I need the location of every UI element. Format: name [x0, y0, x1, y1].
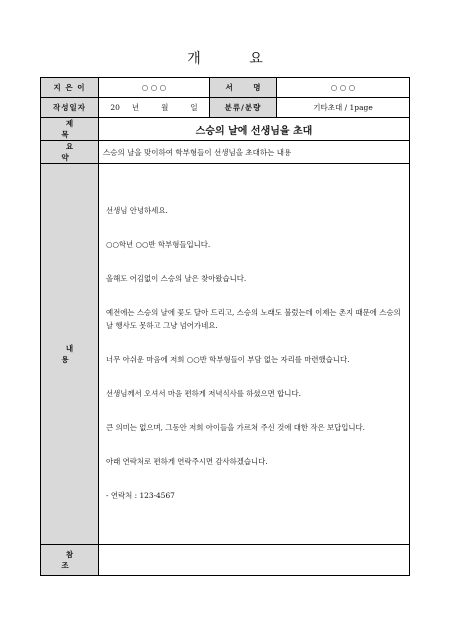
summary-row — [41, 141, 410, 164]
date-value — [99, 98, 210, 118]
subject-value: 스승의 날에 선생님을 초대 — [99, 118, 410, 141]
content-paragraph: 선생님께서 오셔서 마음 편하게 저녁식사를 하셨으면 합니다. — [106, 389, 301, 398]
content-label: 내 용 — [41, 164, 99, 545]
summary-value: 스승의 날을 맞이하여 학부형들이 선생님을 초대하는 내용 — [99, 141, 410, 164]
content-paragraph: 선생님 안녕하세요. — [106, 206, 168, 215]
author-label: 지 은 이 — [41, 78, 99, 98]
author-value: ○ ○ ○ — [99, 78, 210, 98]
content-paragraph: 올해도 어김없이 스승의 날은 찾아왔습니다. — [106, 274, 247, 283]
content-row — [41, 164, 410, 545]
date-year: 20 — [110, 103, 120, 112]
author-row — [41, 78, 410, 98]
summary-label: 요 약 — [41, 141, 99, 164]
content-paragraph: 너무 아쉬운 마음에 저희 ○○반 학부형들이 부담 없는 자리를 마련했습니다. — [106, 355, 350, 364]
date-day-unit: 일 — [190, 103, 198, 112]
signature-value: ○ ○ ○ — [277, 78, 410, 98]
date-year-unit: 년 — [131, 103, 140, 112]
page-title: 개 요 — [187, 51, 285, 67]
category-value: 기타초대 / 1page — [277, 98, 410, 118]
subject-row — [41, 118, 410, 141]
content-paragraph: ○○학년 ○○반 학부형들입니다. — [106, 240, 211, 249]
contact-line: - 연락처 : 123-4567 — [106, 491, 175, 500]
reference-row — [41, 545, 410, 576]
reference-value — [99, 545, 410, 576]
date-row — [41, 98, 410, 118]
content-body — [99, 164, 410, 545]
content-paragraph: 큰 의미는 없으며, 그동안 저희 아이들을 가르쳐 주신 것에 대한 작은 보답입니다. — [106, 423, 366, 432]
reference-label: 참 조 — [41, 545, 99, 576]
content-paragraph: 아래 연락처로 편하게 연락주시면 감사하겠습니다. — [106, 457, 268, 466]
category-label: 분류/분량 — [210, 98, 277, 118]
signature-label: 서 명 — [210, 78, 277, 98]
subject-label: 제 목 — [41, 118, 99, 141]
overview-form-table — [40, 77, 410, 576]
date-label: 작성일자 — [41, 98, 99, 118]
content-paragraph: 예전에는 스승의 날에 꽃도 달아 드리고, 스승의 노래도 불렀는데 이제는 촌지 때문에 스승의 날 행사도 못하고 그냥 넘어가네요. — [106, 308, 401, 330]
date-month-unit: 월 — [161, 103, 169, 112]
